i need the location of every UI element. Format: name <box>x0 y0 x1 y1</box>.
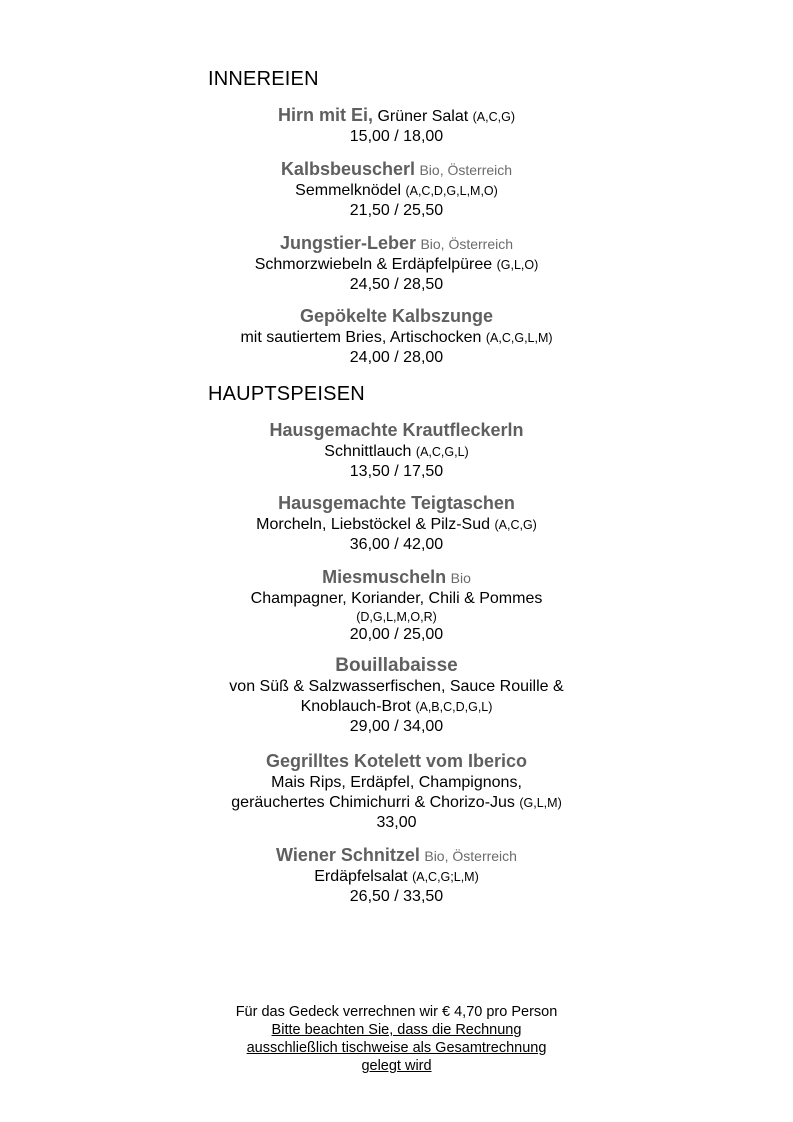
item-title: Jungstier-Leber <box>279 233 416 253</box>
billing-note-line-3: gelegt wird <box>361 1058 432 1074</box>
item-description: von Süß & Salzwasserfischen, Sauce Rouille & <box>229 678 564 695</box>
item-description: Semmelknödel <box>295 182 401 199</box>
menu-item-hirn <box>0 105 793 147</box>
menu-item-bouillabaisse <box>0 656 793 737</box>
item-note: Bio <box>450 570 471 586</box>
menu-item-krautfleckerln <box>0 420 793 482</box>
item-description: Morcheln, Liebstöckel & Pilz-Sud <box>256 516 491 533</box>
item-price: 24,50 / 28,50 <box>349 276 444 293</box>
cover-charge-note: Für das Gedeck verrechnen wir € 4,70 pro Person <box>235 1004 558 1020</box>
item-title: Hausgemachte Teigtaschen <box>278 493 515 513</box>
item-description: Champagner, Koriander, Chili & Pommes <box>250 590 543 607</box>
item-price: 20,00 / 25,00 <box>349 626 444 643</box>
menu-item-teigtaschen <box>0 493 793 555</box>
menu-item-kalbszunge <box>0 306 793 368</box>
item-description-cont: Knoblauch-Brot <box>300 698 411 715</box>
section-heading-hauptspeisen: HAUPTSPEISEN <box>208 383 365 405</box>
menu-item-wiener-schnitzel <box>0 845 793 907</box>
item-description: Schnittlauch <box>324 443 412 460</box>
billing-note-line-2: ausschließlich tischweise als Gesamtrechnung <box>246 1040 547 1056</box>
item-allergens: (A,C,G) <box>472 110 515 124</box>
item-title: Bouillabaisse <box>335 655 458 676</box>
menu-item-kotelett <box>0 751 793 833</box>
item-price: 15,00 / 18,00 <box>349 128 444 145</box>
item-allergens: (A,C,G,L) <box>415 445 469 459</box>
menu-item-miesmuscheln <box>0 567 793 645</box>
item-price: 21,50 / 25,50 <box>349 202 444 219</box>
item-title: Wiener Schnitzel <box>276 845 420 865</box>
item-price: 24,00 / 28,00 <box>349 349 444 366</box>
item-price: 29,00 / 34,00 <box>349 718 444 735</box>
billing-note-line-1: Bitte beachten Sie, dass die Rechnung <box>271 1022 522 1038</box>
item-title: Hirn mit Ei, <box>278 105 374 125</box>
item-description-cont: geräuchertes Chimichurri & Chorizo-Jus <box>231 794 515 811</box>
item-allergens: (D,G,L,M,O,R) <box>356 610 437 624</box>
section-heading-innereien: INNEREIEN <box>208 68 319 90</box>
item-description: Grüner Salat <box>377 108 469 125</box>
item-title: Kalbsbeuscherl <box>280 159 415 179</box>
item-description: mit sautiertem Bries, Artischocken <box>240 329 482 346</box>
item-note: Bio, Österreich <box>420 236 514 252</box>
item-allergens: (G,L,O) <box>496 258 539 272</box>
footer-notice <box>0 1003 793 1075</box>
item-allergens: (A,C,G) <box>494 518 537 532</box>
menu-item-kalbsbeuscherl <box>0 159 793 221</box>
item-allergens: (A,C,G;L,M) <box>412 870 479 884</box>
item-title: Miesmuscheln <box>322 567 447 587</box>
item-price: 13,50 / 17,50 <box>349 463 444 480</box>
item-price: 36,00 / 42,00 <box>349 536 444 553</box>
item-title: Hausgemachte Krautfleckerln <box>269 420 524 440</box>
item-allergens: (A,B,C,D,G,L) <box>415 700 493 714</box>
item-allergens: (A,C,G,L,M) <box>485 331 553 345</box>
item-title: Gepökelte Kalbszunge <box>299 306 494 326</box>
item-note: Bio, Österreich <box>419 162 513 178</box>
item-description: Erdäpfelsalat <box>314 868 408 885</box>
item-allergens: (G,L,M) <box>519 796 562 810</box>
item-price: 26,50 / 33,50 <box>349 888 444 905</box>
item-note: Bio, Österreich <box>424 848 517 864</box>
item-price: 33,00 <box>376 814 417 831</box>
item-description: Mais Rips, Erdäpfel, Champignons, <box>271 774 522 791</box>
item-allergens: (A,C,D,G,L,M,O) <box>405 184 498 198</box>
item-description: Schmorzwiebeln & Erdäpfelpüree <box>254 256 493 273</box>
item-title: Gegrilltes Kotelett vom Iberico <box>265 751 528 771</box>
menu-item-jungstier-leber <box>0 233 793 295</box>
